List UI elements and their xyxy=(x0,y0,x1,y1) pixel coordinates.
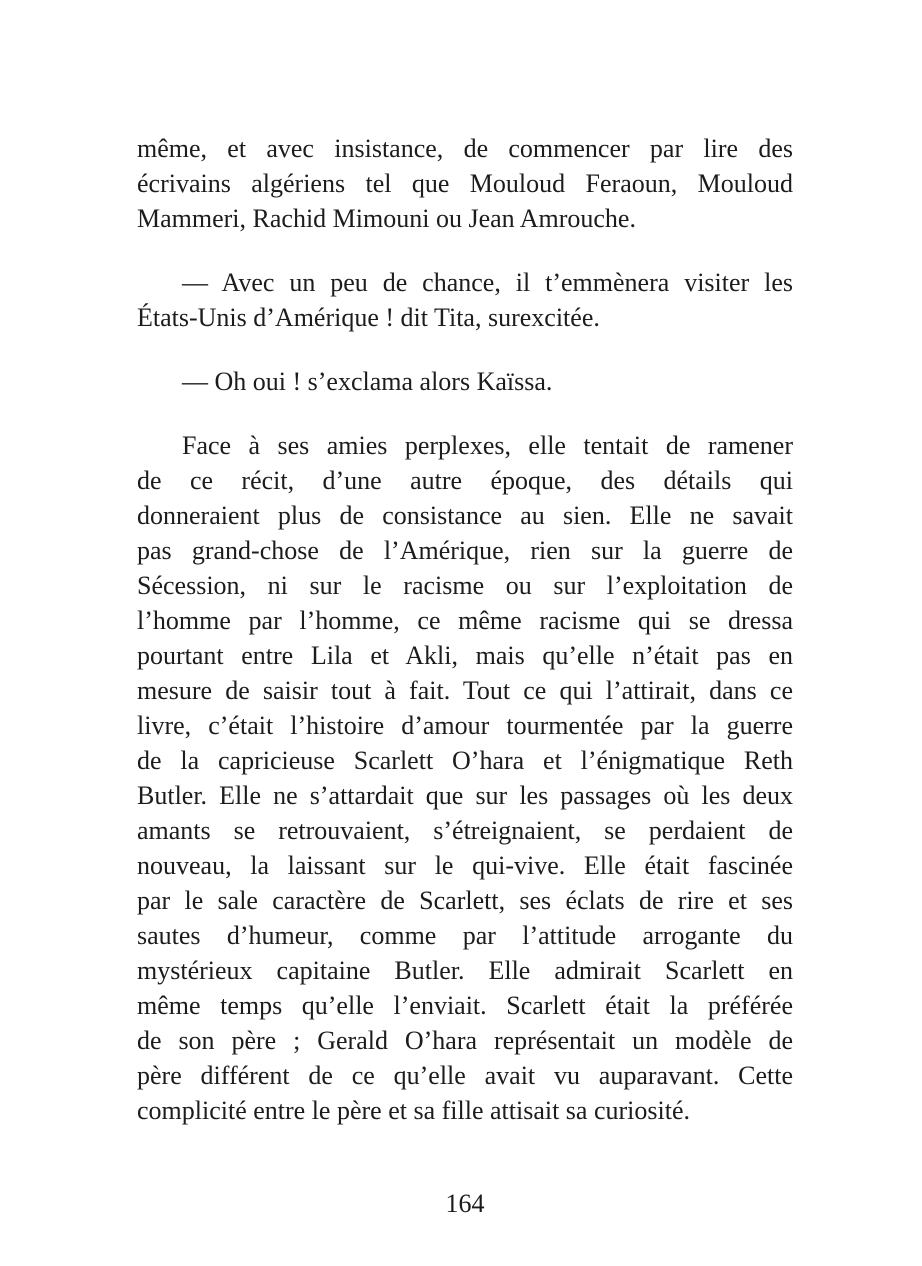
text-line: — Avec un peu de chance, il t’emmènera visiter les xyxy=(182,268,793,297)
page-number: 164 xyxy=(445,1189,485,1218)
text-line: père différent de ce qu’elle avait vu auparavant. Cette xyxy=(137,1061,793,1090)
text-line: donneraient plus de consistance au sien. Elle ne savait xyxy=(137,501,793,530)
text-line: Mammeri, Rachid Mimouni ou Jean Amrouche. xyxy=(137,204,636,233)
text-line: pas grand-chose de l’Amérique, rien sur la guerre de xyxy=(137,536,793,565)
page-text xyxy=(137,131,793,1128)
text-line: Butler. Elle ne s’attardait que sur les passages où les deux xyxy=(137,781,793,810)
text-line: nouveau, la laissant sur le qui-vive. Elle était fascinée xyxy=(137,851,793,880)
text-line: livre, c’était l’histoire d’amour tourmentée par la guerre xyxy=(137,711,793,740)
text-line: États-Unis d’Amérique ! dit Tita, surexcitée. xyxy=(137,303,600,332)
text-line: — Oh oui ! s’exclama alors Kaïssa. xyxy=(182,367,553,396)
text-line: de ce récit, d’une autre époque, des détails qui xyxy=(137,466,793,495)
paragraph-dialogue xyxy=(137,265,793,335)
text-line: de la capricieuse Scarlett O’hara et l’énigmatique Reth xyxy=(137,746,793,775)
text-line: l’homme par l’homme, ce même racisme qui se dressa xyxy=(137,606,793,635)
text-line: mesure de saisir tout à fait. Tout ce qui l’attirait, dans ce xyxy=(137,676,793,705)
text-line: écrivains algériens tel que Mouloud Feraoun, Mouloud xyxy=(137,169,793,198)
paragraph-continuation xyxy=(137,131,793,236)
text-line: par le sale caractère de Scarlett, ses éclats de rire et ses xyxy=(137,886,793,915)
text-line: mystérieux capitaine Butler. Elle admirait Scarlett en xyxy=(137,956,793,985)
text-line: Sécession, ni sur le racisme ou sur l’exploitation de xyxy=(137,571,793,600)
text-line: amants se retrouvaient, s’étreignaient, se perdaient de xyxy=(137,816,793,845)
text-line: Face à ses amies perplexes, elle tentait de ramener xyxy=(182,431,793,460)
paragraph-dialogue xyxy=(137,364,793,399)
paragraph-body xyxy=(137,428,793,1128)
text-line: de son père ; Gerald O’hara représentait un modèle de xyxy=(137,1026,793,1055)
text-line: complicité entre le père et sa fille attisait sa curiosité. xyxy=(137,1096,690,1125)
text-line: même, et avec insistance, de commencer par lire des xyxy=(137,134,793,163)
text-line: sautes d’humeur, comme par l’attitude arrogante du xyxy=(137,921,793,950)
text-line: pourtant entre Lila et Akli, mais qu’elle n’était pas en xyxy=(137,641,793,670)
text-line: même temps qu’elle l’enviait. Scarlett était la préférée xyxy=(137,991,793,1020)
